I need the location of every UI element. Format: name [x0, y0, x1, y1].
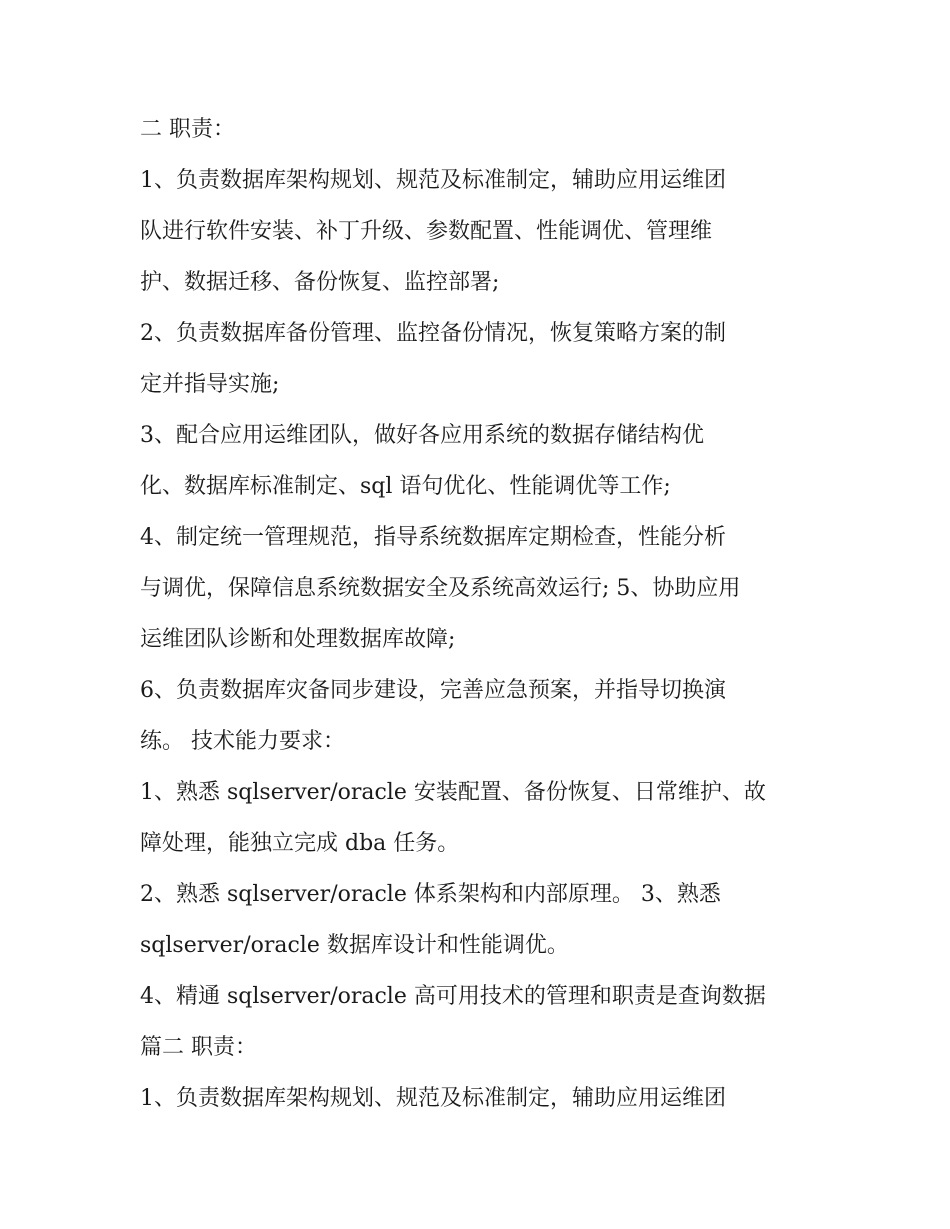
text-line: 1、熟悉 sqlserver/oracle 安装配置、备份恢复、日常维护、故 — [140, 780, 766, 805]
text-line: 篇二 职责： — [140, 1035, 257, 1060]
text-line: 1、负责数据库架构规划、规范及标准制定，辅助应用运维团 — [140, 168, 726, 193]
text-line: sqlserver/oracle 数据库设计和性能调优。 — [140, 933, 569, 958]
text-line: 2、熟悉 sqlserver/oracle 体系架构和内部原理。 3、熟悉 — [140, 882, 721, 907]
text-line: 2、负责数据库备份管理、监控备份情况，恢复策略方案的制 — [140, 321, 726, 346]
text-line: 定并指导实施; — [140, 372, 280, 397]
text-line: 护、数据迁移、备份恢复、监控部署; — [140, 270, 500, 295]
text-line: 1、负责数据库架构规划、规范及标准制定，辅助应用运维团 — [140, 1086, 726, 1111]
text-line: 障处理，能独立完成 dba 任务。 — [140, 831, 460, 856]
text-line: 4、制定统一管理规范，指导系统数据库定期检查，性能分析 — [140, 525, 726, 550]
document-body — [140, 104, 830, 1124]
text-line: 与调优，保障信息系统数据安全及系统高效运行; 5、协助应用 — [140, 576, 741, 601]
text-line: 练。 技术能力要求： — [140, 729, 345, 754]
text-line: 3、配合应用运维团队，做好各应用系统的数据存储结构优 — [140, 423, 704, 448]
text-line: 二 职责： — [140, 117, 235, 142]
text-line: 运维团队诊断和处理数据库故障; — [140, 627, 456, 652]
text-line: 化、数据库标准制定、sql 语句优化、性能调优等工作; — [140, 474, 671, 499]
text-line: 6、负责数据库灾备同步建设，完善应急预案，并指导切换演 — [140, 678, 726, 703]
text-line: 队进行软件安装、补丁升级、参数配置、性能调优、管理维 — [140, 219, 713, 244]
text-line: 4、精通 sqlserver/oracle 高可用技术的管理和职责是查询数据 — [140, 984, 766, 1009]
